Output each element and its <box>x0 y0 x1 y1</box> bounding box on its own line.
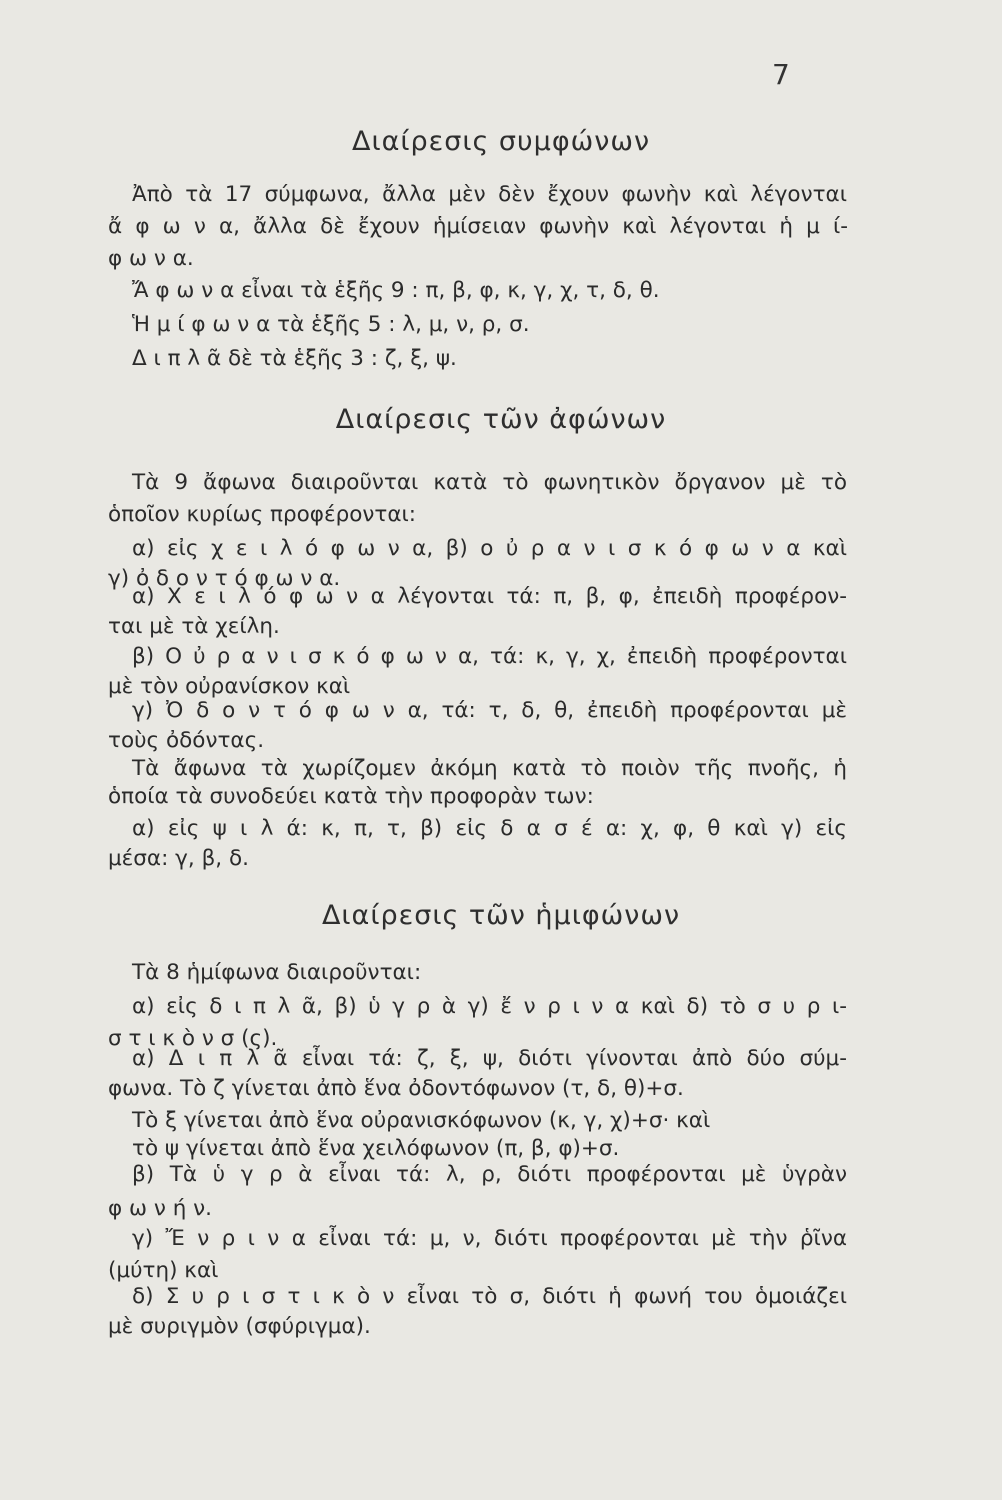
text-line: ὁποία τὰ συνοδεύει κατὰ τὴν προφορὰν των: <box>108 784 594 809</box>
text-line: ὁποῖον κυρίως προφέρονται: <box>108 502 417 527</box>
text-line: γ) Ὀ δ ο ν τ ό φ ω ν α, τά: τ, δ, θ, ἐπειδὴ προφέρονται μὲ <box>132 698 847 723</box>
text-line: α) Χ ε ι λ ό φ ω ν α λέγονται τά: π, β, φ, ἐπειδὴ προφέρον- <box>132 584 847 609</box>
text-line: φ ω ν α. <box>108 246 194 271</box>
text-line: β) Ο ὐ ρ α ν ι σ κ ό φ ω ν α, τά: κ, γ, χ, ἐπειδὴ προφέρονται <box>132 644 847 669</box>
text-line: α) Δ ι π λ ᾶ εἶναι τά: ζ, ξ, ψ, διότι γίνονται ἀπὸ δύο σύμ- <box>132 1046 847 1071</box>
text-line: μὲ συριγμὸν (σφύριγμα). <box>108 1314 371 1339</box>
text-line: α) εἰς ψ ι λ ά: κ, π, τ, β) εἰς δ α σ έ α: χ, φ, θ καὶ γ) εἰς <box>132 816 847 841</box>
text-line: Ἀπὸ τὰ 17 σύμφωνα, ἄλλα μὲν δὲν ἔχουν φωνὴν καὶ λέγονται <box>132 182 847 207</box>
text-line: Ἡ μ ί φ ω ν α τὰ ἑξῆς 5 : λ, μ, ν, ρ, σ. <box>132 312 530 337</box>
text-line: φ ω ν ή ν. <box>108 1196 213 1221</box>
text-line: μέσα: γ, β, δ. <box>108 846 249 871</box>
text-line: Τὰ 9 ἄφωνα διαιροῦνται κατὰ τὸ φωνητικὸν ὄργανον μὲ τὸ <box>132 470 847 495</box>
text-line: (μύτη) καὶ <box>108 1258 219 1283</box>
text-line: γ) ὀ δ ο ν τ ό φ ω ν α. <box>108 566 341 591</box>
text-line: μὲ τὸν οὐρανίσκον καὶ <box>108 674 351 699</box>
text-line: τοὺς ὀδόντας. <box>108 728 265 753</box>
text-line: β) Τὰ ὑ γ ρ ὰ εἶναι τά: λ, ρ, διότι προφέρονται μὲ ὑγρὰν <box>132 1162 847 1187</box>
text-line: Τὰ 8 ἡμίφωνα διαιροῦνται: <box>132 960 422 985</box>
text-line: δ) Σ υ ρ ι σ τ ι κ ὸ ν εἶναι τὸ σ, διότι ἡ φωνή του ὁμοιάζει <box>132 1284 847 1309</box>
text-line: α) εἰς χ ε ι λ ό φ ω ν α, β) ο ὐ ρ α ν ι σ κ ό φ ω ν α καὶ <box>132 536 847 561</box>
text-line: γ) Ἔ ν ρ ι ν α εἶναι τά: μ, ν, διότι προφέρονται μὲ τὴν ῥῖνα <box>132 1226 847 1251</box>
text-line: σ τ ι κ ὸ ν σ (ς). <box>108 1026 278 1051</box>
text-line: ται μὲ τὰ χείλη. <box>108 614 280 639</box>
text-line: Ἄ φ ω ν α εἶναι τὰ ἑξῆς 9 : π, β, φ, κ, γ, χ, τ, δ, θ. <box>132 278 660 303</box>
text-line: τὸ ψ γίνεται ἀπὸ ἕνα χειλόφωνον (π, β, φ)+σ. <box>132 1136 620 1161</box>
text-line: Δ ι π λ ᾶ δὲ τὰ ἑξῆς 3 : ζ, ξ, ψ. <box>132 346 457 371</box>
section-heading-consonants: Διαίρεσις συμφώνων <box>351 126 651 157</box>
text-line: Τὸ ξ γίνεται ἀπὸ ἕνα οὐρανισκόφωνον (κ, γ, χ)+σ· καὶ <box>132 1108 711 1133</box>
text-line: α) εἰς δ ι π λ ᾶ, β) ὑ γ ρ ὰ γ) ἔ ν ρ ι ν α καὶ δ) τὸ σ υ ρ ι- <box>132 994 847 1019</box>
section-heading-mutes: Διαίρεσις τῶν ἀφώνων <box>335 404 667 435</box>
text-line: ἄ φ ω ν α, ἄλλα δὲ ἔχουν ἡμίσειαν φωνὴν καὶ λέγονται ἡ μ ί- <box>108 214 848 239</box>
page-number: 7 <box>772 58 790 91</box>
section-heading-semivowels: Διαίρεσις τῶν ἡμιφώνων <box>321 900 681 931</box>
text-line: φωνα. Τὸ ζ γίνεται ἀπὸ ἕνα ὀδοντόφωνον (τ, δ, θ)+σ. <box>108 1076 684 1101</box>
text-line: Τὰ ἄφωνα τὰ χωρίζομεν ἀκόμη κατὰ τὸ ποιὸν τῆς πνοῆς, ἡ <box>132 756 847 781</box>
